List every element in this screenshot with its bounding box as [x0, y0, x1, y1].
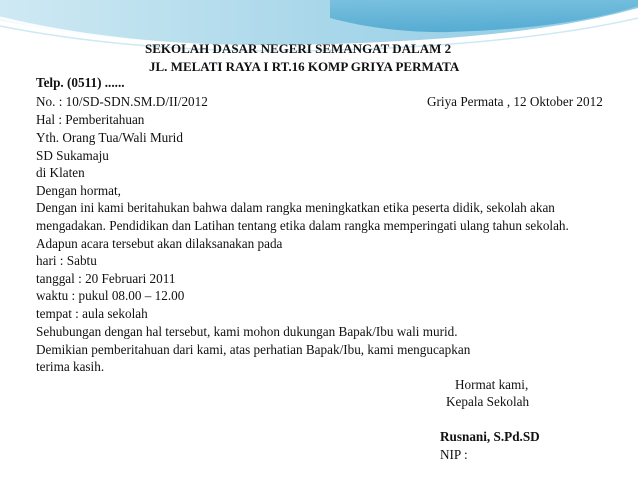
letter-number: No. : 10/SD-SDN.SM.D/II/2012: [36, 94, 208, 109]
body-line: mengadakan. Pendidikan dan Latihan tentang etika dalam rangka memperingati ulang tahun sekolah.: [36, 218, 569, 233]
signature-name: Rusnani, S.Pd.SD: [440, 429, 540, 444]
recipient-line: Yth. Orang Tua/Wali Murid: [36, 130, 183, 145]
school-phone: Telp. (0511) ......: [36, 75, 125, 90]
closing-line: Demikian pemberitahuan dari kami, atas perhatian Bapak/Ibu, kami mengucapkan: [36, 342, 471, 357]
event-date: tanggal : 20 Februari 2011: [36, 271, 176, 286]
school-name: SEKOLAH DASAR NEGERI SEMANGAT DALAM 2: [145, 41, 452, 56]
body-line: Adapun acara tersebut akan dilaksanakan pada: [36, 236, 283, 251]
signature-position: Kepala Sekolah: [446, 394, 530, 409]
body-line: Dengan ini kami beritahukan bahwa dalam rangka meningkatkan etika peserta didik, sekolah akan: [36, 200, 555, 215]
letter-subject: Hal : Pemberitahuan: [36, 112, 145, 127]
closing-line: Sehubungan dengan hal tersebut, kami mohon dukungan Bapak/Ibu wali murid.: [36, 324, 458, 339]
event-day: hari : Sabtu: [36, 253, 97, 268]
event-time: waktu : pukul 08.00 – 12.00: [36, 288, 185, 303]
recipient-line: di Klaten: [36, 165, 85, 180]
event-place: tempat : aula sekolah: [36, 306, 148, 321]
signature-nip: NIP :: [440, 447, 468, 462]
closing-line: terima kasih.: [36, 359, 105, 374]
letter-greeting: Dengan hormat,: [36, 183, 121, 198]
signature-regards: Hormat kami,: [455, 377, 529, 392]
letter-place-date: Griya Permata , 12 Oktober 2012: [427, 94, 603, 109]
recipient-line: SD Sukamaju: [36, 148, 109, 163]
school-address: JL. MELATI RAYA I RT.16 KOMP GRIYA PERMATA: [149, 59, 460, 74]
